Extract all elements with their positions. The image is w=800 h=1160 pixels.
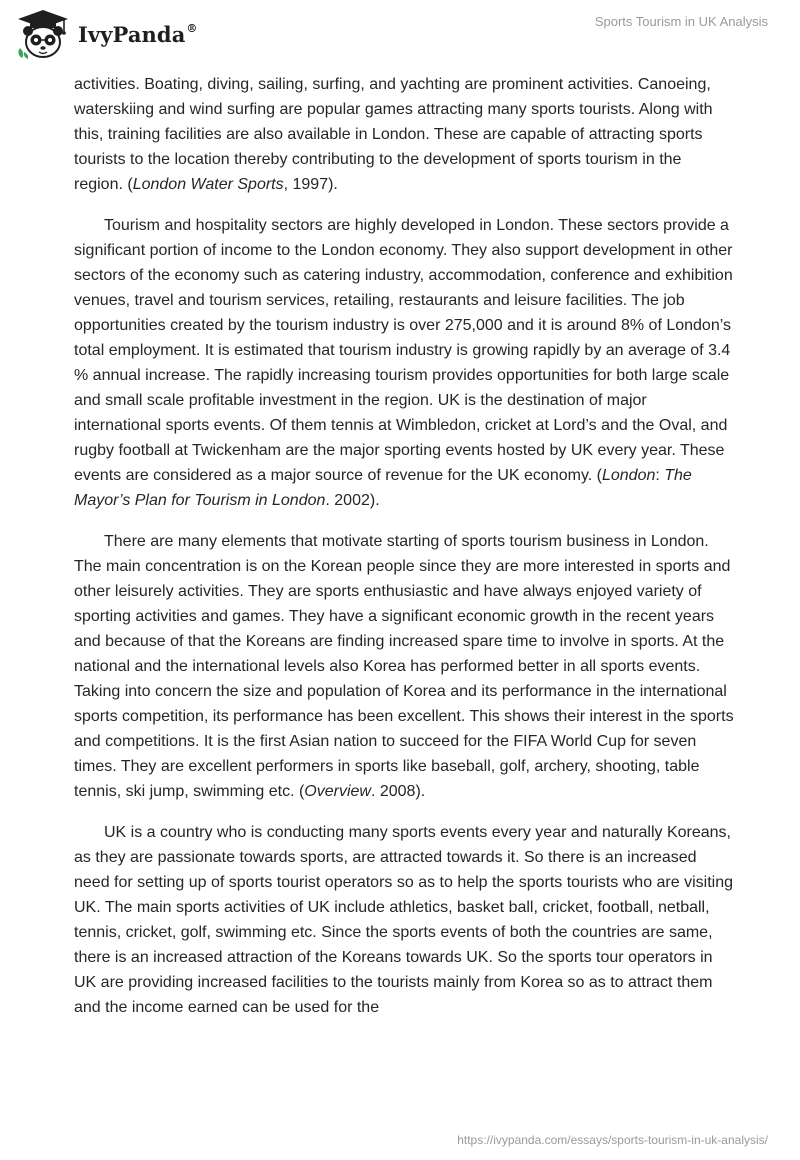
source-url: https://ivypanda.com/essays/sports-tourism-in-uk-analysis/: [457, 1133, 768, 1147]
paragraph-2: [74, 213, 734, 513]
document-title: Sports Tourism in UK Analysis: [594, 14, 768, 29]
citation-author: London: [601, 467, 656, 484]
citation-title: The Mayor’s Plan for Tourism in London: [74, 467, 692, 509]
paragraph-2-text: Tourism and hospitality sectors are highly developed in London. These sectors provide a significant portion of income to the London economy. They also support development in other sectors of the economy such as catering industry, accommodation, conference and exhibition venues, travel and tourism services, retailing, restaurants and leisure facilities. The job opportunities created by the tourism industry is over 275,000 and it is around 8% of London’s total employment. It is estimated that tourism industry is growing rapidly by an average of 3.4 % annual increase. The rapidly increasing tourism provides opportunities for both large scale and small scale profitable investment in the region. UK is the destination of major international sports events. Of them tennis at Wimbledon, cricket at Lord’s and the Oval, and rugby football at Twickenham are the major sporting events hosted by UK every year. These events are considered as a major source of revenue for the UK economy. (: [74, 217, 733, 484]
citation-title: Overview: [304, 783, 371, 800]
citation-title: London Water Sports: [132, 176, 284, 193]
citation-year: . 2008).: [370, 783, 426, 800]
paragraph-1-text: activities. Boating, diving, sailing, surfing, and yachting are prominent activities. Canoeing, waterskiing and wind surfing are popular games attracting many sports tourists. Along with this, training facilities are also available in London. These are capable of attracting sports tourists to the location thereby contributing to the development of sports tourism in the region. (: [74, 76, 713, 193]
paragraph-4-text: UK is a country who is conducting many sports events every year and naturally Koreans, as they are passionate towards sports, are attracted towards it. So there is an increased need for setting up of sports tourist operators so as to help the sports tourists who are visiting UK. The main sports activities of UK include athletics, basket ball, cricket, football, netball, tennis, cricket, golf, swimming etc. Since the sports events of both the countries are same, there is an increased attraction of the Koreans towards UK. So the sports tour operators in UK are providing increased facilities to the tourists mainly from Korea so as to attract them and the income earned can be used for the: [74, 824, 734, 1016]
citation-year: , 1997).: [283, 176, 338, 193]
paragraph-1: [74, 72, 734, 197]
paragraph-4: [74, 820, 734, 1020]
logo-text: IvyPanda: [78, 21, 186, 47]
paragraph-3: [74, 529, 734, 804]
logo-wordmark: [78, 22, 198, 47]
paragraph-3-text: There are many elements that motivate starting of sports tourism business in London. The main concentration is on the Korean people since they are more interested in sports and other leisurely activities. They are sports enthusiastic and have always enjoyed variety of sporting activities and games. They have a significant economic growth in the recent years and because of that the Koreans are finding increased spare time to involve in sports. At the national and the international levels also Korea has performed better in all sports events. Taking into concern the size and population of Korea and its performance in the international sports competition, its performance has been excellent. This shows their interest in the sports and competitions. It is the first Asian nation to succeed for the FIFA World Cup for seven times. They are excellent performers in sports like baseball, golf, archery, shooting, table tennis, ski jump, swimming etc. (: [74, 533, 734, 800]
page-header: [0, 0, 800, 70]
essay-body: [74, 72, 734, 1036]
registered-mark: ®: [186, 21, 198, 35]
panda-graduate-icon: [14, 8, 72, 60]
citation-year: . 2002).: [325, 492, 380, 509]
citation-separator: :: [655, 467, 665, 484]
site-logo[interactable]: [14, 8, 198, 60]
